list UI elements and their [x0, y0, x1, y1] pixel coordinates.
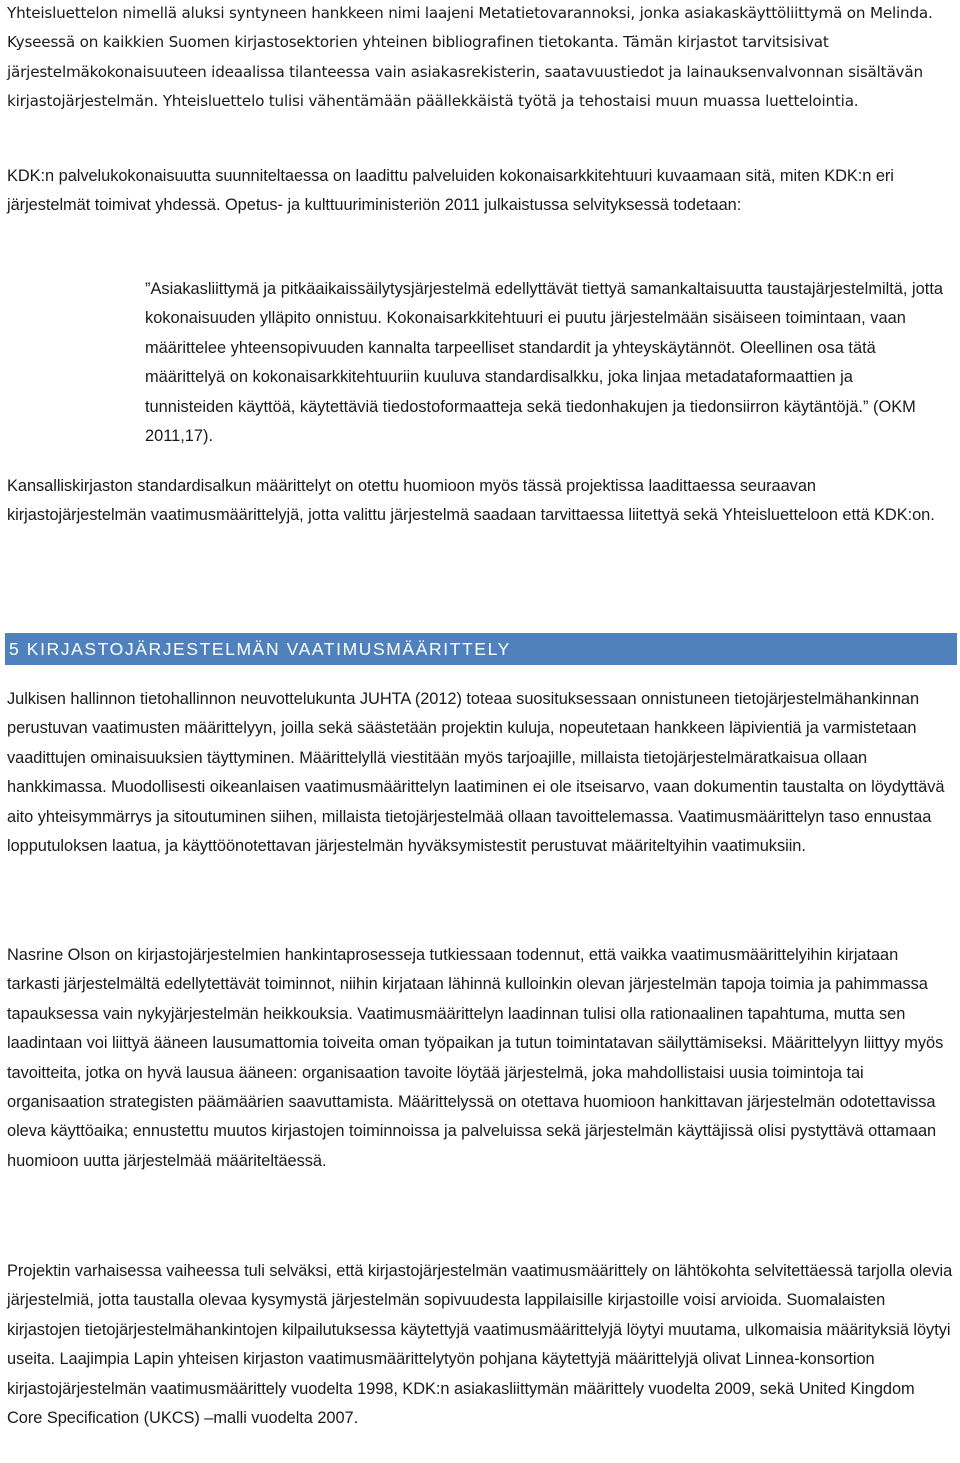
olson-paragraph: Nasrine Olson on kirjastojärjestelmien hankintaprosesseja tutkiessaan todennut, että vaikka vaatimusmäärittelyihin kirjataan tarkasti järjestelmältä edellytettävät toiminnot, niihin kirjataan lähinnä kulloinkin olevan järjestelmän tapoja toimia ja pahimmassa tapauksessa vain nykyjärjestelmän heikkouksia. Vaatimusmäärittelyn laadinnan tulisi olla rationaalinen tapahtuma, mutta sen laadintaan voi liittyä ääneen lausumattomia toiveita oman työpaikan ja tutun toimintatavan säilyttämiseksi. Määrittelyyn liittyy myös tavoitteita, jotka on hyvä lausua ääneen: organisaation tavoite löytää järjestelmä, joka mahdollistaisi uusia toimintoja tai organisaation strategisten päämäärien saavuttamista. Määrittelyssä on otettava huomioon hankittavan järjestelmän odotettavissa oleva käyttöaika; ennustettu muutos kirjastojen toiminnoissa ja palveluissa sekä järjestelmän käyttäjissä olisi pystyttävä ottamaan huomioon uutta järjestelmää määriteltäessä. [7, 946, 944, 1170]
juhta-paragraph: Julkisen hallinnon tietohallinnon neuvottelukunta JUHTA (2012) toteaa suosituksessaan onnistuneen tietojärjestelmähankinnan perustuvan vaatimusten määrittelyyn, joilla sekä säästetään projektin kuluja, nopeutetaan hankkeen läpivientiä ja varmistetaan vaadittujen ominaisuuksien täyttyminen. Määrittelyllä viestitään myös tarjoajille, millaista tietojärjestelmäratkaisua ollaan hankkimassa. Muodollisesti oikeanlaisen vaatimusmäärittelyn laatiminen ei ole itseisarvo, vaan dokumentin taustalta on löydyttävä aito yhteisymmärrys ja sitoutuminen siihen, millaista tietojärjestelmää ollaan tavoittelemassa. Vaatimusmäärittelyn taso ennustaa lopputuloksen laatua, ja käyttöönotettavan järjestelmän hyväksymistestit perustuvat määriteltyihin vaatimuksiin. [7, 690, 945, 856]
standards-paragraph: Kansalliskirjaston standardisalkun määrittelyt on otettu huomioon myös tässä projektissa laadittaessa seuraavan kirjastojärjestelmän vaatimusmäärittelyjä, jotta valittu järjestelmä saadaan tarvittaessa liitettyä sekä Yhteisluetteloon että KDK:on. [7, 477, 935, 525]
section-heading: 5 KIRJASTOJÄRJESTELMÄN VAATIMUSMÄÄRITTELY [9, 639, 511, 659]
kdk-paragraph: KDK:n palvelukokonaisuutta suunniteltaessa on laadittu palveluiden kokonaisarkkitehtuuri kuvaamaan sitä, miten KDK:n eri järjestelmät toimivat yhdessä. Opetus- ja kulttuuriministeriön 2011 julkaistussa selvityksessä todetaan: [7, 167, 894, 215]
intro-paragraph: Yhteisluettelon nimellä aluksi syntyneen hankkeen nimi laajeni Metatietovarannoksi, jonka asiakaskäyttöliittymä on Melinda. Kyseessä on kaikkien Suomen kirjastosektorien yhteinen bibliografinen tietokanta. Tämän kirjastot tarvitsisivat järjestelmäkokonaisuuteen ideaalissa tilanteessa vain asiakasrekisterin, saatavuustiedot ja lainauksenvalvonnan sisältävän kirjastojärjestelmän. Yhteisluettelo tulisi vähentämään päällekkäistä työtä ja tehostaisi muun muassa luettelointia. [7, 4, 933, 111]
project-paragraph: Projektin varhaisessa vaiheessa tuli selväksi, että kirjastojärjestelmän vaatimusmäärittely on lähtökohta selvitettäessä tarjolla olevia järjestelmiä, jotta taustalla olevaa kysymystä järjestelmän sopivuudesta lappilaisille kirjastoille voisi arvioida. Suomalaisten kirjastojen tietojärjestelmähankintojen kilpailutuksessa käytettyjä vaatimusmäärittelyjä löytyi muutama, ulkomaisia määrityksiä löytyi useita. Laajimpia Lapin yhteisen kirjaston vaatimusmäärittelytyön pohjana käytettyjä määrittelyjä olivat Linnea-konsortion kirjastojärjestelmän vaatimusmäärittely vuodelta 1998, KDK:n asiakasliittymän määrittely vuodelta 2009, sekä United Kingdom Core Specification (UKCS) –malli vuodelta 2007. [7, 1262, 953, 1428]
section-heading-bar [5, 633, 957, 665]
block-quote: ”Asiakasliittymä ja pitkäaikaissäilytysjärjestelmä edellyttävät tiettyä samankaltaisuutta taustajärjestelmiltä, jotta kokonaisuuden ylläpito onnistuu. Kokonaisarkkitehtuuri ei puutu järjestelmään sisäiseen toimintaan, vaan määrittelee yhteensopivuuden kannalta tarpeelliset standardit ja yhteyskäytännöt. Oleellinen osa tätä määrittelyä on kokonaisarkkitehtuuriin kuuluva standardisalkku, joka linjaa metadataformaattien ja tunnisteiden käyttöä, käytettäviä tiedostoformaatteja sekä tiedonhakujen ja tiedonsiirron käytäntöjä.” (OKM 2011,17). [145, 280, 944, 446]
